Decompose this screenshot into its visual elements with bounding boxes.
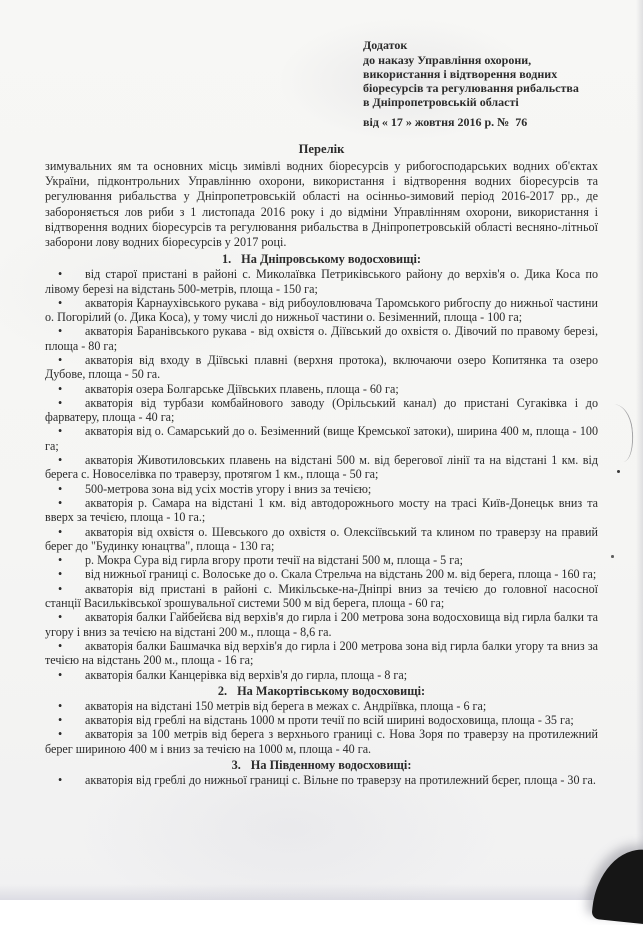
list-item [45,324,598,353]
bullet-marker: • [58,773,63,788]
section-label: На Південному водосховищі: [250,758,412,773]
list-item [45,296,598,325]
bullet-marker: • [58,553,63,568]
list-item [45,639,598,668]
list-item-text: акваторія від входу в Діївські плавні (верхня протока), включаючи озеро Копитянка та озеро Дубове, площа - 50 га. [45,353,598,382]
list-item-text: акваторія від пристані в районі с. Микільське-на-Дніпрі вниз за течією до головної насосної станції Васильківської зрошувальної системи 500 м від берега, площа - 60 га; [45,581,598,611]
list-item [45,582,598,611]
bullet-marker: • [58,567,63,582]
list-item-text: від старої пристані в районі с. Миколаївка Петриківського району до верхів'я о. Дика Коса по лівому березі на відстань 500-метрів, площа - 150 га; [45,267,598,296]
scan-edge-shadow-bottom [0,884,643,900]
list-item-text: акваторія від греблі на відстань 1000 м проти течії по всій ширині водосховища, площа - 35 га; [85,713,574,728]
list-item-text: від нижньої границі с. Волоське до о. Скала Стрельча на відстань 200 м. від берега, площа - 160 га; [85,567,597,582]
list-item [45,668,598,682]
list-item [45,699,598,713]
list-item [45,610,598,639]
bullet-marker: • [58,395,63,410]
bullet-marker: • [58,524,63,539]
list-item-text: акваторія балки Башмачка від верхів'я до гирла і 200 метрова зона від гирла балки угору та вниз за течією на відстань 200 м., площа - 16 га; [45,638,598,668]
list-item-text: акваторія балки Канцерівка від верхів'я до гирла, площа - 8 га; [85,667,408,682]
list-item [45,353,598,382]
document-content [45,0,598,787]
bullet-marker: • [58,581,63,596]
section-label: На Дніпровському водосховищі: [241,252,422,267]
list-item-text: акваторія Животиловських плавень на відстані 500 м. від берегової лінії та на відстані 1 км. від берега с. Новоселівка по траверзу, протягом 1 км., площа - 50 га; [45,453,598,482]
scan-artifact-speck [617,470,620,473]
bullet-marker: • [58,667,63,682]
list-item-text: р. Мокра Сура від гирла вгору проти течії на відстані 500 м, площа - 5 га; [85,553,463,568]
list-item-text: акваторія Баранівського рукава - від охвістя о. Діївський до охвістя о. Дівочий по правому березі, площа - 80 га; [45,324,598,353]
bullet-marker: • [58,638,63,653]
list-item [45,453,598,482]
list-item-text: акваторія р. Самара на відстані 1 км. від автодорожнього мосту на трасі Київ-Донецьк вниз та вверх за течією, площа - 10 га.; [45,495,598,525]
bullet-marker: • [58,481,63,496]
list-item-text: 500-метрова зона від усіх мостів угору і вниз за течією; [85,481,372,496]
order-date-number: від « 17 » жовтня 2016 р. № 76 [363,115,528,129]
bullet-marker: • [58,453,63,468]
scan-artifact-corner-curl [591,845,643,925]
list-item [45,382,598,396]
bullet-marker: • [58,353,63,367]
list-item [45,424,598,453]
list-item [45,727,598,756]
section-number: 1. [221,252,232,267]
bullet-marker: • [58,610,63,625]
section-number: 2. [217,683,228,698]
bullet-marker: • [58,381,63,396]
bullet-marker: • [58,713,63,728]
scan-artifact-speck [611,555,614,558]
header-order-reference: до наказу Управління охорони, використання і відтворення водних біоресурсів та регулювання рибальства в Дніпропетровській області [363,53,579,109]
list-item-text: акваторія за 100 метрів від берега з верхнього границі с. Нова Зоря по траверзу на протилежний берег шириною 400 м і вниз за течією на 1000 м, площа - 40 га. [45,727,598,756]
document-title: Перелік [298,142,345,156]
section-heading-makortivske [45,684,598,699]
list-item-text: акваторія озера Болгарське Діївських плавень, площа - 60 га; [85,381,399,396]
section-label: На Макортівському водосховищі: [237,683,426,698]
scan-artifact-scratch [603,403,636,464]
list-item [45,567,598,581]
bullet-marker: • [58,698,63,713]
list-item [45,713,598,727]
bullet-marker: • [58,424,63,439]
list-item [45,773,598,787]
list-item-text: акваторія на відстані 150 метрів від берега в межах с. Андріївка, площа - 6 га; [85,698,487,713]
bullet-marker: • [58,324,63,339]
list-item [45,267,598,296]
intro-paragraph: зимувальних ям та основних місць зимівлі водних біоресурсів у рибогосподарських водних об'єктах України, підконтрольних Управлінню охорони, використання і відтворення водних біоресурсів та регулювання рибальства у Дніпропетровській області на осінньо-зимовий період 2016-2017 рр., де забороняється лов риби з 1 листопада 2016 року і до відміни Управлінням охорони, використання і відтворення водних біоресурсів та регулювання рибальства в Дніпропетровській області весняно-літньої заборони лову водних біоресурсів у 2017 році. [45,159,598,250]
list-item-text: акваторія Карнаухівського рукава - від рибоуловлювача Таромського рибгоспу до нижньої частини о. Погорілий (о. Дика Коса), у тому числі до нижньої частини о. Безіменний, площа - 100 га; [45,295,598,325]
list-item [45,482,598,496]
bullet-marker: • [58,495,63,510]
list-item [45,496,598,525]
approval-header-block [363,38,583,109]
bullet-marker: • [58,727,63,742]
list-item [45,525,598,554]
section-heading-pivdenne [45,758,598,773]
list-item-text: акваторія від турбази комбайнового заводу (Орільський канал) до пристані Сугаківка і до фарватеру, площа - 40 га; [45,395,598,425]
list-item-text: акваторія від греблі до нижньої границі с. Вільне по траверзу на протилежний бєрег, площа - 30 га. [85,773,596,788]
list-item [45,553,598,567]
list-item-text: акваторія від охвістя о. Шевського до охвістя о. Олексіївський та клином по траверзу на правий берег до "Будинку юнацтва", площа - 130 га; [45,524,598,553]
list-item-text: акваторія від о. Самарський до о. Безіменний (вище Кремської затоки), ширина 400 м, площа - 100 га; [45,424,598,453]
section-number: 3. [231,758,241,773]
list-item-text: акваторія балки Гайбейєва від верхів'я до гирла і 200 метрова зона водосховища від гирла балки та угору і вниз за течією на відстані 200 м., площа - 8,6 га. [45,610,598,639]
list-item [45,396,598,425]
section-heading-dniprovske [45,252,598,267]
header-appendix-label: Додаток [363,38,408,52]
scan-edge-shadow-right [636,0,643,900]
bullet-marker: • [58,295,63,310]
bullet-marker: • [58,267,63,282]
